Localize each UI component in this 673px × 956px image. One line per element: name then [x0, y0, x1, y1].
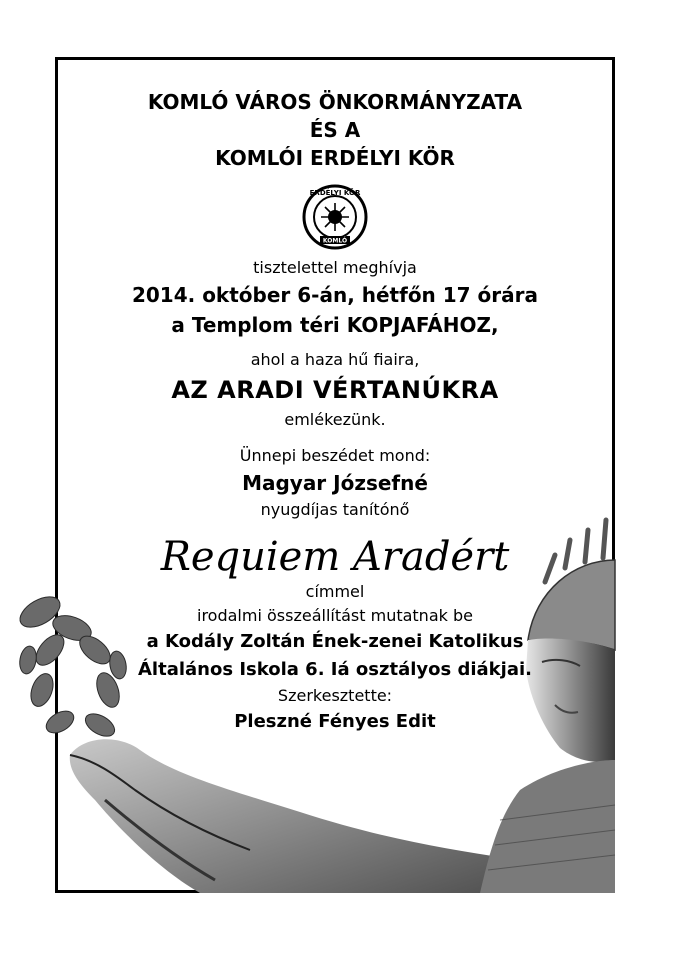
organizer-line-3: KOMLÓI ERDÉLYI KÖR — [215, 146, 455, 170]
remember-text: emlékezünk. — [284, 410, 386, 429]
with-title-text: címmel — [305, 582, 365, 601]
event-date-time: 2014. október 6-án, hétfőn 17 órára — [131, 283, 539, 307]
school-line-1: a Kodály Zoltán Ének-zenei Katolikus — [146, 631, 524, 652]
program-description: irodalmi összeállítást mutatnak be — [197, 606, 473, 625]
intro-text: ahol a haza hű fiaira, — [250, 350, 420, 369]
organizer-line-2: ÉS A — [309, 118, 361, 142]
edited-label: Szerkesztette: — [277, 686, 393, 705]
chainmail-shoulder — [480, 760, 615, 893]
speaker-role: nyugdíjas tanítónő — [260, 500, 410, 519]
organizer-line-1: KOMLÓ VÁROS ÖNKORMÁNYZATA — [147, 90, 523, 114]
martyrs-heading: AZ ARADI VÉRTANÚKRA — [171, 376, 499, 404]
program-title: Requiem Aradért — [160, 534, 510, 580]
editor-name: Pleszné Fényes Edit — [234, 711, 436, 732]
invites-text: tisztelettel meghívja — [253, 258, 417, 277]
erdelyi-kor-logo — [298, 184, 372, 250]
svg-text:KOMLÓ: KOMLÓ — [322, 237, 348, 245]
school-line-2: Általános Iskola 6. Iá osztályos diákjai. — [138, 659, 532, 680]
speech-label: Ünnepi beszédet mond: — [239, 446, 431, 465]
event-place: a Templom téri KOPJAFÁHOZ, — [171, 313, 499, 337]
svg-text:ERDÉLYI KÖR: ERDÉLYI KÖR — [309, 189, 361, 197]
speaker-name: Magyar Józsefné — [242, 471, 428, 495]
invitation-content — [60, 88, 610, 736]
